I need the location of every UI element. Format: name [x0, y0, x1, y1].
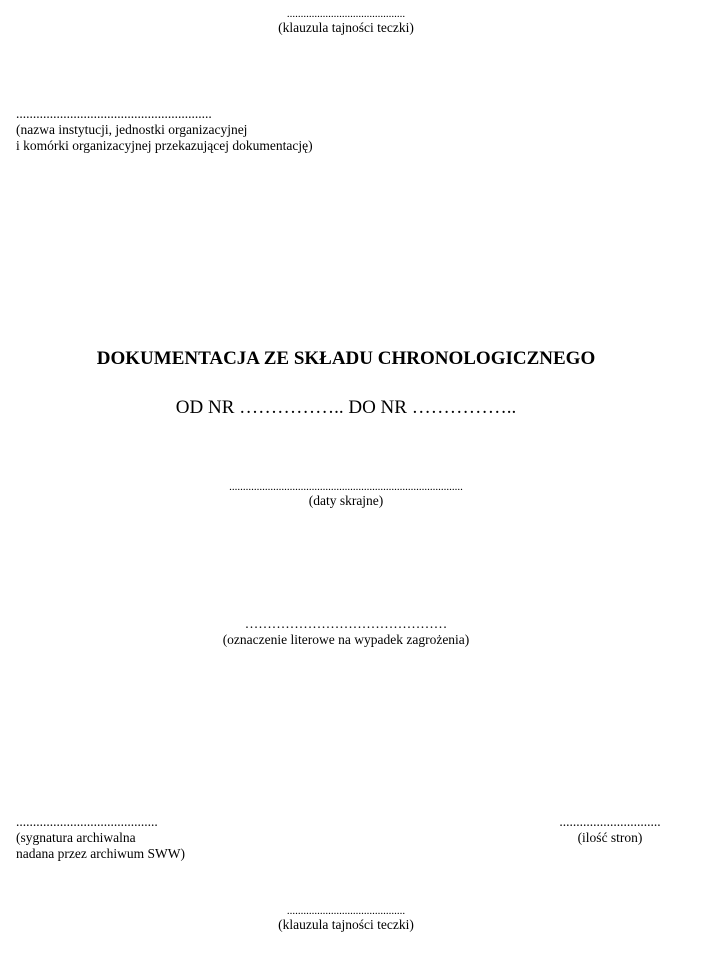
- emergency-marking-block: [0, 616, 692, 648]
- institution-caption-line2: i komórki organizacyjnej przekazującej dokumentację): [16, 138, 313, 153]
- emergency-marking-caption: (oznaczenie literowe na wypadek zagrożenia): [222, 632, 470, 647]
- date-range-caption: (daty skrajne): [308, 493, 384, 508]
- number-range: OD NR …………….. DO NR ……………..: [175, 397, 517, 418]
- bottom-secrecy-clause-block: [0, 905, 692, 933]
- archival-signature-caption-line2: nadana przez archiwum SWW): [16, 846, 186, 861]
- date-range-dots: .....................................................................................: [229, 481, 463, 493]
- bottom-secrecy-clause-dots: ...........................................: [286, 905, 406, 917]
- page-count-block: [545, 814, 675, 846]
- institution-caption-line1: (nazwa instytucji, jednostki organizacyjnej: [16, 122, 248, 137]
- institution-dots: ..........................................................: [16, 106, 212, 121]
- top-secrecy-clause-block: [0, 8, 692, 36]
- archival-signature-block: [16, 814, 185, 862]
- bottom-secrecy-clause-caption: (klauzula tajności teczki): [278, 917, 414, 932]
- top-secrecy-clause-dots: ...........................................: [286, 8, 406, 20]
- document-title: DOKUMENTACJA ZE SKŁADU CHRONOLOGICZNEGO: [96, 348, 596, 369]
- date-range-block: [0, 481, 692, 509]
- archival-signature-caption-line1: (sygnatura archiwalna: [16, 830, 136, 845]
- top-secrecy-clause-caption: (klauzula tajności teczki): [278, 20, 414, 35]
- archival-signature-dots: ..........................................: [16, 814, 158, 829]
- emergency-marking-dots: ………………………………………: [244, 616, 448, 631]
- page-count-dots: ..............................: [559, 814, 661, 829]
- page-count-caption: (ilość stron): [577, 830, 643, 845]
- institution-block: [16, 106, 313, 154]
